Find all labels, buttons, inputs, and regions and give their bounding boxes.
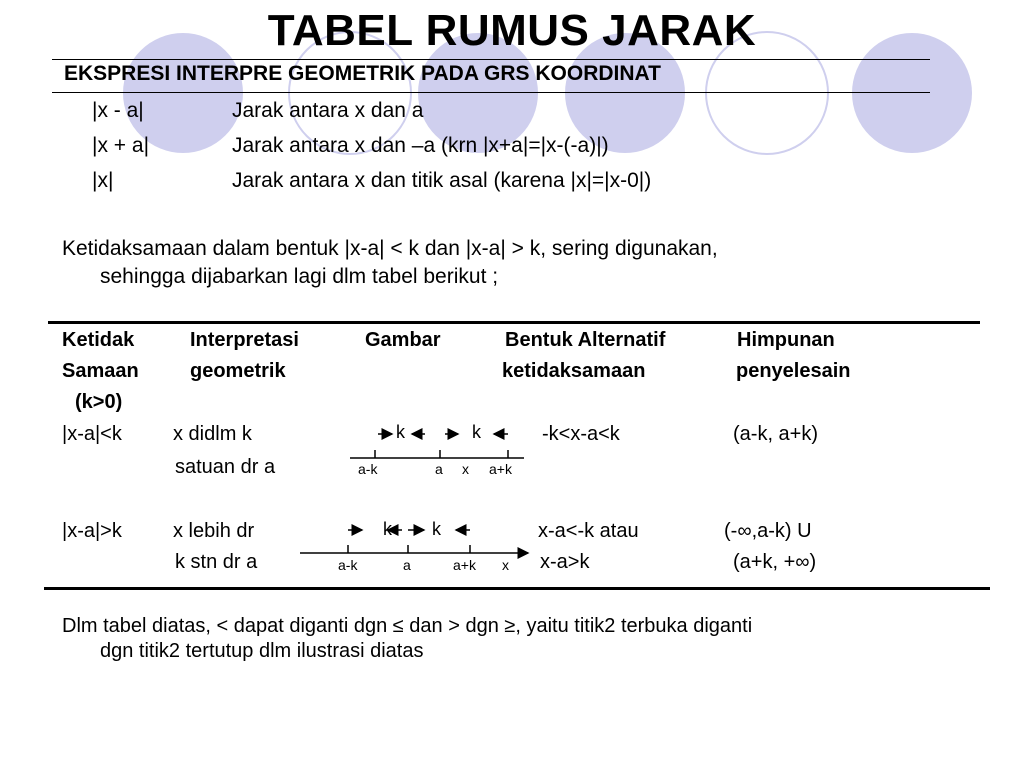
row1-alternative: -k<x-a<k	[542, 423, 620, 445]
ineq-header-samaan: Samaan	[62, 360, 139, 382]
expr-row-1-expr: |x - a|	[92, 99, 144, 122]
expr-row-3-expr: |x|	[92, 169, 114, 192]
intro-line-1: Ketidaksamaan dalam bentuk |x-a| < k dan |x-a| > k, sering digunakan,	[62, 237, 718, 260]
ineq-header-k-cond: (k>0)	[75, 391, 123, 413]
row2-alternative-2: x-a>k	[540, 551, 590, 573]
ineq-header-alt-2: ketidaksamaan	[502, 360, 646, 382]
ineq-table-bottom-rule	[44, 587, 990, 590]
row1-tick-label-a: a	[435, 461, 443, 477]
row2-solution-1: (-∞,a-k) U	[724, 520, 812, 542]
footnote-line-2: dgn titik2 tertutup dlm ilustrasi diatas	[100, 640, 424, 662]
row2-tick-label-apk: a+k	[453, 557, 476, 573]
footnote-line-1: Dlm tabel diatas, < dapat diganti dgn ≤ dan > dgn ≥, yaitu titik2 terbuka diganti	[62, 615, 753, 637]
ineq-header-himp-2: penyelesain	[736, 360, 851, 382]
ineq-header-alt-1: Bentuk Alternatif	[505, 329, 666, 351]
ineq-header-gambar: Gambar	[365, 329, 441, 351]
slide-title: TABEL RUMUS JARAK	[267, 6, 757, 55]
expr-row-2-meaning: Jarak antara x dan –a (krn |x+a|=|x-(-a)|)	[232, 134, 609, 157]
row1-solution: (a-k, a+k)	[733, 423, 819, 445]
expr-row-3-meaning: Jarak antara x dan titik asal (karena |x|=|x-0|)	[232, 169, 652, 192]
row2-interp-2: k stn dr a	[175, 551, 258, 573]
expr-row-2-expr: |x + a|	[92, 134, 150, 157]
row2-alternative-1: x-a<-k atau	[538, 520, 639, 542]
row2-interp-1: x lebih dr	[173, 520, 255, 542]
row2-solution-2: (a+k, +∞)	[733, 551, 817, 573]
expr-table-header: EKSPRESI INTERPRE GEOMETRIK PADA GRS KOORDINAT	[64, 62, 661, 85]
row2-inequality: |x-a|>k	[62, 520, 122, 542]
expr-row-1-meaning: Jarak antara x dan a	[232, 99, 424, 122]
row2-k-label-right: k	[432, 519, 441, 539]
ineq-header-interp-1: Interpretasi	[190, 329, 299, 351]
ineq-header-interp-2: geometrik	[190, 360, 286, 382]
row1-interp-2: satuan dr a	[175, 456, 276, 478]
ineq-header-himp-1: Himpunan	[737, 329, 835, 351]
row1-inequality: |x-a|<k	[62, 423, 122, 445]
ineq-header-ketidak: Ketidak	[62, 329, 135, 351]
row2-k-label-left: k	[383, 519, 392, 539]
intro-line-2: sehingga dijabarkan lagi dlm tabel berikut ;	[100, 265, 499, 288]
row1-tick-label-ak: a-k	[358, 461, 378, 477]
row1-k-label-left: k	[396, 422, 405, 442]
row2-tick-label-a: a	[403, 557, 411, 573]
row2-tick-label-ak: a-k	[338, 557, 358, 573]
row2-tick-label-x: x	[502, 557, 509, 573]
row1-k-label-right: k	[472, 422, 481, 442]
row1-tick-label-apk: a+k	[489, 461, 512, 477]
row1-tick-label-x: x	[462, 461, 469, 477]
row1-interp-1: x didlm k	[173, 423, 252, 445]
